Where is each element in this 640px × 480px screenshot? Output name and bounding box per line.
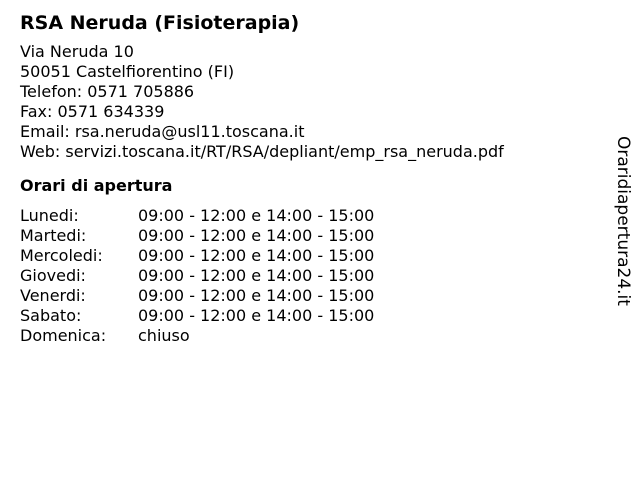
hours-day: Mercoledi: [20, 246, 103, 265]
web-label: Web: [20, 142, 66, 161]
hours-day: Giovedi: [20, 266, 86, 285]
fax-line: Fax: 0571 634339 [20, 102, 165, 121]
hours-row-domenica [20, 326, 600, 346]
hours-row-giovedi [20, 266, 600, 286]
hours-time: 09:00 - 12:00 e 14:00 - 15:00 [138, 306, 375, 325]
web-link[interactable]: servizi.toscana.it/RT/RSA/depliant/emp_rsa_neruda.pdf [65, 142, 504, 161]
hours-time: 09:00 - 12:00 e 14:00 - 15:00 [138, 246, 375, 265]
hours-row-venerdi [20, 286, 600, 306]
hours-row-sabato [20, 306, 600, 326]
hours-time: 09:00 - 12:00 e 14:00 - 15:00 [138, 206, 375, 225]
site-watermark: Oraridiapertura24.it [613, 136, 633, 306]
business-title: RSA Neruda (Fisioterapia) [20, 12, 300, 34]
email-label: Email: [20, 122, 75, 141]
hours-day: Venerdi: [20, 286, 86, 305]
hours-day: Lunedi: [20, 206, 79, 225]
address-block [20, 42, 600, 162]
hours-day: Domenica: [20, 326, 107, 345]
hours-time: chiuso [138, 326, 190, 345]
hours-day: Martedi: [20, 226, 87, 245]
business-card [20, 10, 600, 346]
email-line [20, 122, 600, 142]
phone-line: Telefon: 0571 705886 [20, 82, 195, 101]
hours-time: 09:00 - 12:00 e 14:00 - 15:00 [138, 226, 375, 245]
hours-time: 09:00 - 12:00 e 14:00 - 15:00 [138, 266, 375, 285]
city-address: 50051 Castelfiorentino (FI) [20, 62, 235, 81]
hours-row-lunedi [20, 206, 600, 226]
email-link[interactable]: rsa.neruda@usl11.toscana.it [74, 122, 305, 141]
street-address: Via Neruda 10 [20, 42, 134, 61]
hours-row-mercoledi [20, 246, 600, 266]
hours-row-martedi [20, 226, 600, 246]
hours-heading: Orari di apertura [20, 176, 173, 195]
hours-table [20, 206, 600, 346]
web-line [20, 142, 600, 162]
hours-day: Sabato: [20, 306, 82, 325]
hours-time: 09:00 - 12:00 e 14:00 - 15:00 [138, 286, 375, 305]
